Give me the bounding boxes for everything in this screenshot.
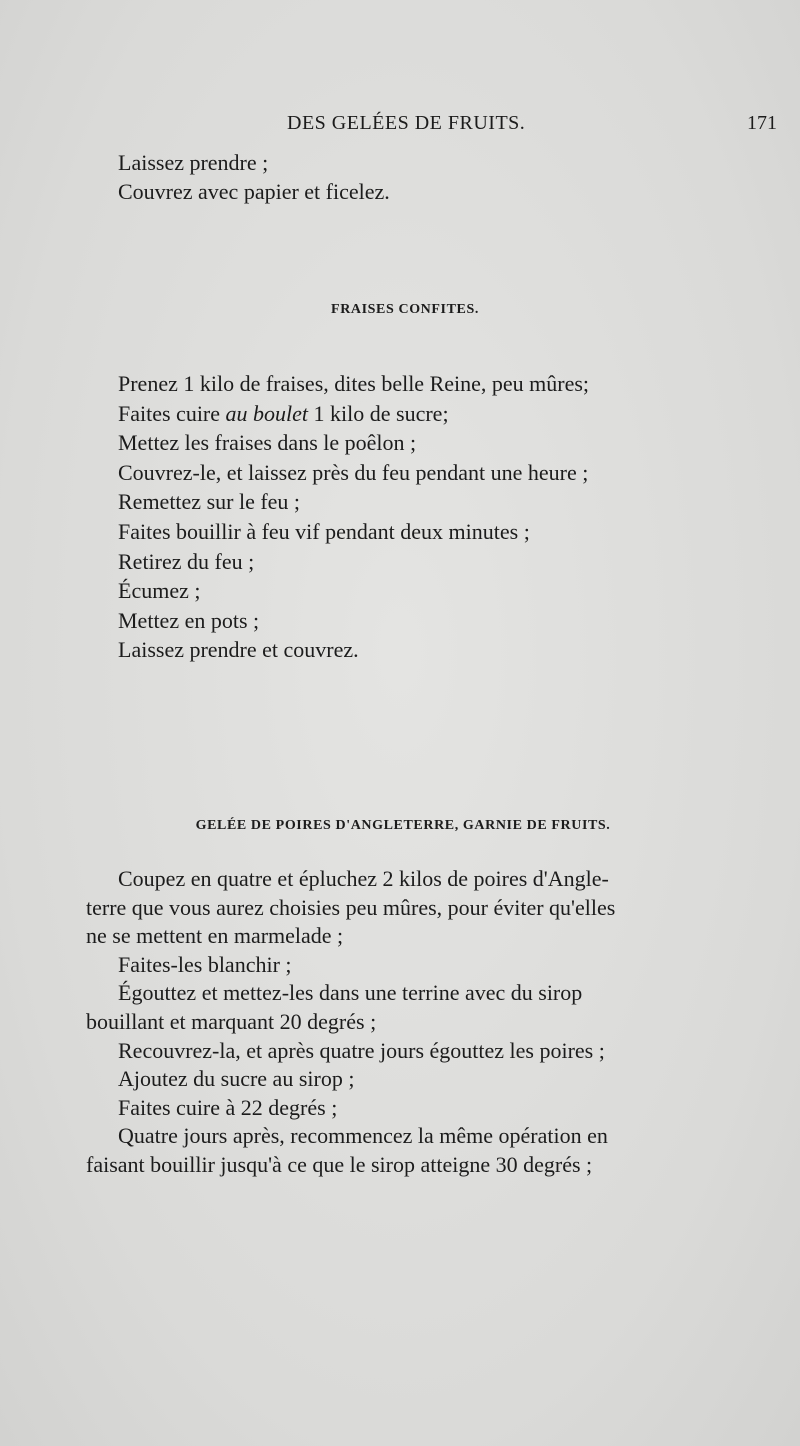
text-line: Faites-les blanchir ; (118, 951, 292, 977)
text-line: Prenez 1 kilo de fraises, dites belle Reine, peu mûres; (118, 371, 590, 396)
text-line: bouillant et marquant 20 degrés ; (86, 1008, 377, 1034)
section-heading-poires: GELÉE DE POIRES D'ANGLETERRE, GARNIE DE FRUITS. (195, 818, 611, 833)
text-run: 1 kilo de sucre; (308, 400, 449, 426)
text-line: Remettez sur le feu ; (118, 489, 301, 515)
running-head (0, 112, 800, 142)
italic-term: au boulet (225, 400, 309, 426)
section-body-poires (86, 865, 788, 1180)
text-line: Recouvrez-la, et après quatre jours égouttez les poires ; (118, 1037, 605, 1063)
text-line: Laissez prendre et couvrez. (118, 637, 359, 663)
text-line: faisant bouillir jusqu'à ce que le sirop atteigne 30 degrés ; (86, 1151, 593, 1177)
running-title: DES GELÉES DE FRUITS. (287, 112, 526, 134)
text-line: Coupez en quatre et épluchez 2 kilos de poires d'Angle- (118, 866, 609, 891)
section-heading-fraises: FRAISES CONFITES. (331, 302, 479, 317)
text-line: Couvrez-le, et laissez près du feu pendant une heure ; (118, 459, 589, 485)
text-line: Couvrez avec papier et ficelez. (118, 179, 390, 204)
text-run: Faites cuire (118, 400, 226, 426)
text-line: Faites bouillir à feu vif pendant deux minutes ; (118, 518, 530, 544)
section-body-fraises (118, 369, 788, 665)
text-line: Retirez du feu ; (118, 548, 255, 574)
text-line: terre que vous aurez choisies peu mûres, pour éviter qu'elles (86, 894, 616, 920)
text-line: Faites cuire à 22 degrés ; (118, 1094, 338, 1120)
intro-text (118, 148, 788, 206)
text-line: Laissez prendre ; (118, 150, 269, 175)
text-line: ne se mettent en marmelade ; (86, 923, 344, 949)
page-number: 171 (747, 112, 777, 134)
text-line: Ajoutez du sucre au sirop ; (118, 1066, 355, 1092)
text-line: Mettez les fraises dans le poêlon ; (118, 430, 417, 456)
text-line (118, 399, 788, 429)
text-line: Égouttez et mettez-les dans une terrine avec du sirop (118, 980, 583, 1006)
text-line: Quatre jours après, recommencez la même opération en (118, 1123, 608, 1149)
text-line: Écumez ; (118, 578, 201, 604)
text-line: Mettez en pots ; (118, 607, 260, 633)
